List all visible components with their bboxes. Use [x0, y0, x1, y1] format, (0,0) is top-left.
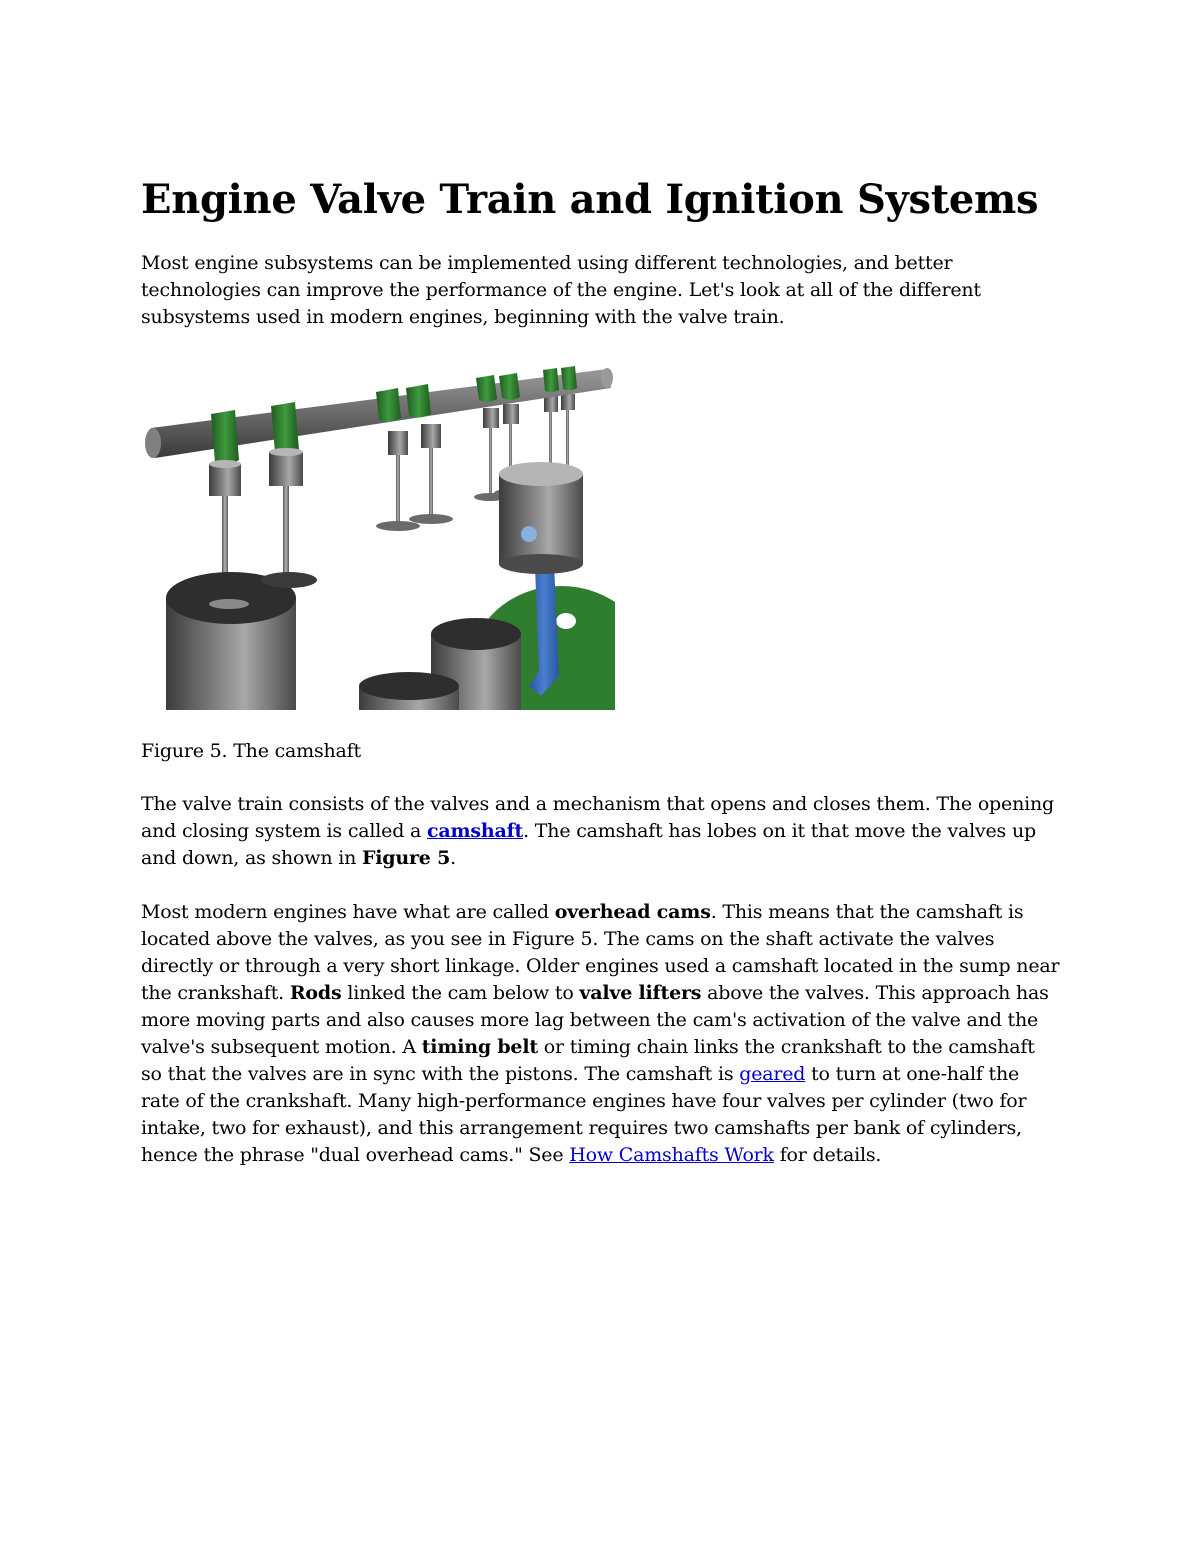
text-span: or timing chain links the crankshaft to the camshaft so that the valves are in sync with the pistons. The camshaft is [141, 1036, 1035, 1085]
front-cylinders [166, 572, 521, 710]
figure-reference: Figure 5 [361, 847, 451, 869]
text-span: The valve train consists of the valves and a mechanism that opens and closes them. The opening and closing system is called a [141, 793, 1054, 842]
text-span: . [450, 847, 456, 869]
valve-train-paragraph [141, 791, 1061, 872]
text-span: for details. [773, 1144, 882, 1166]
article-body [141, 170, 1061, 1169]
text-span: to turn at one-half the rate of the crankshaft. Many high-performance engines have four valves per cylinder (two for intake, two for exhaust), and this arrangement requires two camshafts per bank of cylinders, hence the phrase "dual overhead cams." See [141, 1063, 1027, 1166]
geared-link[interactable]: geared [739, 1063, 806, 1085]
camshaft-figure [141, 366, 615, 710]
page-title: Engine Valve Train and Ignition Systems [141, 176, 1039, 223]
overhead-cams-paragraph [141, 899, 1061, 1169]
crank-hole [556, 613, 576, 629]
text-span: Most modern engines have what are called [141, 901, 555, 923]
term-timing-belt: timing belt [421, 1036, 538, 1058]
text-span: . This means that the camshaft is located above the valves, as you see in Figure 5. The cams on the shaft activate the valves directly or through a very short linkage. Older engines used a camshaft located in the sump near the crankshaft. [141, 901, 1060, 1004]
camshaft-illustration [141, 366, 615, 710]
text-span: linked the cam below to [341, 982, 580, 1004]
text-span: above the valves. This approach has more moving parts and also causes more lag between the cam's activation of the valve and the valve's subsequent motion. A [141, 982, 1049, 1058]
term-rods: Rods [289, 982, 342, 1004]
term-overhead-cams: overhead cams [554, 901, 711, 923]
text-span: . The camshaft has lobes on it that move the valves up and down, as shown in [141, 820, 1036, 869]
intro-paragraph: Most engine subsystems can be implemented using different technologies, and better technologies can improve the performance of the engine. Let's look at all of the different subsystems used in modern engines, beginning with the valve train. [141, 252, 981, 328]
figure-caption: Figure 5. The camshaft [141, 740, 361, 762]
term-valve-lifters: valve lifters [579, 982, 702, 1004]
camshaft-link[interactable]: camshaft [426, 820, 524, 842]
how-camshafts-work-link[interactable]: How Camshafts Work [569, 1144, 774, 1166]
